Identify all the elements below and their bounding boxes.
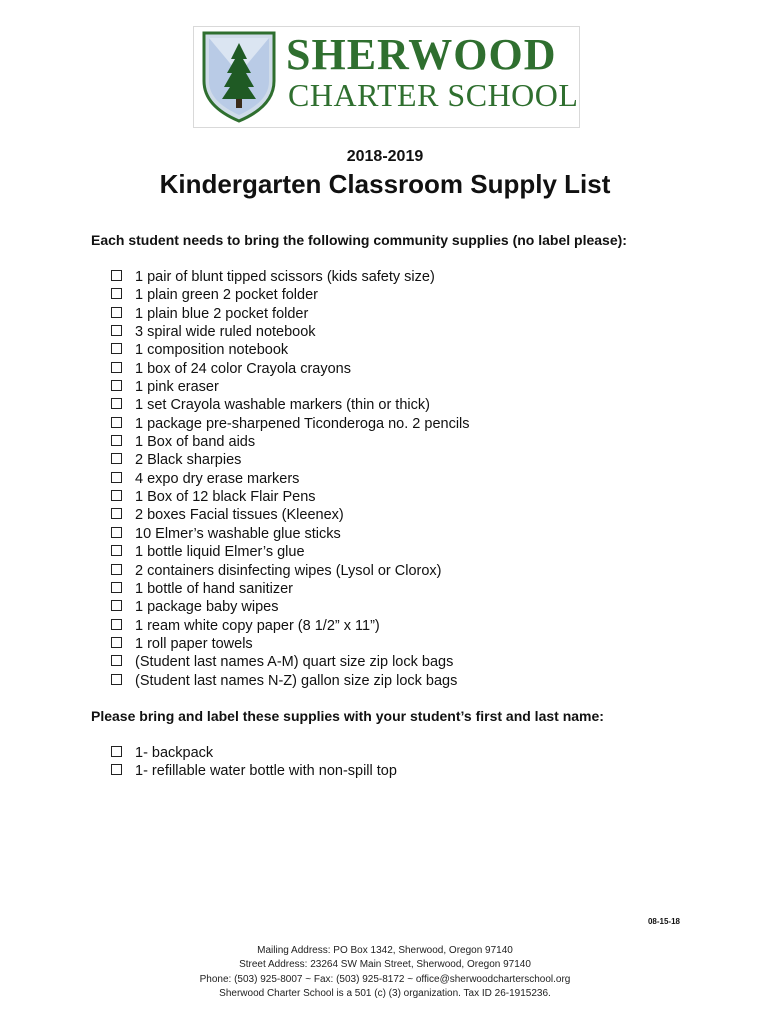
checkbox-icon xyxy=(111,655,122,666)
list-item xyxy=(111,617,470,635)
list-item-label: 2 Black sharpies xyxy=(135,452,242,469)
list-item xyxy=(111,653,470,671)
list-item-label: 1 package pre-sharpened Ticonderoga no. 2 pencils xyxy=(135,415,470,432)
list-item xyxy=(111,268,470,286)
list-item-label: 1 ream white copy paper (8 1/2” x 11”) xyxy=(135,617,380,634)
list-item xyxy=(111,433,470,451)
list-item xyxy=(111,580,470,598)
page-title: Kindergarten Classroom Supply List xyxy=(159,169,611,199)
list-item-label: 2 containers disinfecting wipes (Lysol or Clorox) xyxy=(135,562,442,579)
list-item-label: 1 plain blue 2 pocket folder xyxy=(135,305,309,322)
checkbox-icon xyxy=(111,380,122,391)
labeled-supplies-heading: Please bring and label these supplies with your student’s first and last name: xyxy=(91,708,604,724)
community-supplies-heading: Each student needs to bring the following community supplies (no label please): xyxy=(91,232,627,248)
checkbox-icon xyxy=(111,545,122,556)
list-item xyxy=(111,470,470,488)
list-item-label: 1 box of 24 color Crayola crayons xyxy=(135,360,351,377)
checkbox-icon xyxy=(111,362,122,373)
list-item-label: 1 roll paper towels xyxy=(135,635,253,652)
checkbox-icon xyxy=(111,472,122,483)
tree-crest-icon xyxy=(200,29,278,123)
list-item-label: 1 package baby wipes xyxy=(135,599,279,616)
list-item xyxy=(111,341,470,359)
list-item-label: 1 Box of 12 black Flair Pens xyxy=(135,489,316,506)
checkbox-icon xyxy=(111,398,122,409)
list-item xyxy=(111,396,470,414)
logo-school-type: CHARTER SCHOOL xyxy=(288,77,579,113)
list-item xyxy=(111,598,470,616)
list-item-label: 1 bottle liquid Elmer’s glue xyxy=(135,544,305,561)
logo-school-name: SHERWOOD xyxy=(286,30,557,79)
checkbox-icon xyxy=(111,600,122,611)
checkbox-icon xyxy=(111,508,122,519)
checkbox-icon xyxy=(111,637,122,648)
list-item xyxy=(111,323,470,341)
list-item-label: 1 composition notebook xyxy=(135,342,289,359)
checkbox-icon xyxy=(111,270,122,281)
list-item xyxy=(111,525,470,543)
list-item-label: 3 spiral wide ruled notebook xyxy=(135,324,316,341)
contact-info: Phone: (503) 925-8007 ~ Fax: (503) 925-8172 ~ office@sherwoodcharterschool.org xyxy=(199,973,571,985)
checkbox-icon xyxy=(111,325,122,336)
list-item xyxy=(111,415,470,433)
list-item xyxy=(111,543,470,561)
list-item xyxy=(111,286,470,304)
checkbox-icon xyxy=(111,746,122,757)
list-item-label: 1- refillable water bottle with non-spill top xyxy=(135,763,397,780)
list-item-label: 1 pink eraser xyxy=(135,379,219,396)
list-item-label: 1 plain green 2 pocket folder xyxy=(135,287,318,304)
list-item-label: 1 bottle of hand sanitizer xyxy=(135,580,293,597)
street-address: Street Address: 23264 SW Main Street, Sherwood, Oregon 97140 xyxy=(239,959,531,971)
community-supplies-list xyxy=(111,268,470,690)
list-item-label: 1 pair of blunt tipped scissors (kids safety size) xyxy=(135,269,435,285)
list-item xyxy=(111,506,470,524)
list-item xyxy=(111,672,470,690)
checkbox-icon xyxy=(111,417,122,428)
labeled-supplies-list xyxy=(111,744,397,781)
checkbox-icon xyxy=(111,453,122,464)
checkbox-icon xyxy=(111,527,122,538)
mailing-address: Mailing Address: PO Box 1342, Sherwood, Oregon 97140 xyxy=(257,945,513,956)
list-item-label: 2 boxes Facial tissues (Kleenex) xyxy=(135,507,344,524)
checkbox-icon xyxy=(111,674,122,685)
list-item-label: 1- backpack xyxy=(135,745,214,761)
list-item xyxy=(111,360,470,378)
checkbox-icon xyxy=(111,582,122,593)
checkbox-icon xyxy=(111,490,122,501)
checkbox-icon xyxy=(111,764,122,775)
list-item-label: 4 expo dry erase markers xyxy=(135,470,300,487)
list-item-label: 1 Box of band aids xyxy=(135,434,256,451)
list-item xyxy=(111,762,397,780)
list-item-label: (Student last names N-Z) gallon size zip lock bags xyxy=(135,672,458,689)
list-item xyxy=(111,305,470,323)
checkbox-icon xyxy=(111,435,122,446)
checkbox-icon xyxy=(111,619,122,630)
list-item-label: 10 Elmer’s washable glue sticks xyxy=(135,525,341,542)
school-year: 2018-2019 xyxy=(346,148,424,165)
footer-contact xyxy=(0,944,770,1001)
checkbox-icon xyxy=(111,564,122,575)
checkbox-icon xyxy=(111,288,122,299)
list-item xyxy=(111,744,397,762)
checkbox-icon xyxy=(111,343,122,354)
list-item xyxy=(111,451,470,469)
list-item xyxy=(111,562,470,580)
checkbox-icon xyxy=(111,307,122,318)
list-item-label: (Student last names A-M) quart size zip lock bags xyxy=(135,654,454,671)
list-item xyxy=(111,635,470,653)
document-code: 08-15-18 xyxy=(647,917,680,926)
list-item xyxy=(111,378,470,396)
list-item-label: 1 set Crayola washable markers (thin or thick) xyxy=(135,397,430,414)
school-logo xyxy=(193,26,580,128)
list-item xyxy=(111,488,470,506)
nonprofit-statement: Sherwood Charter School is a 501 (c) (3) organization. Tax ID 26-1915236. xyxy=(219,987,551,999)
